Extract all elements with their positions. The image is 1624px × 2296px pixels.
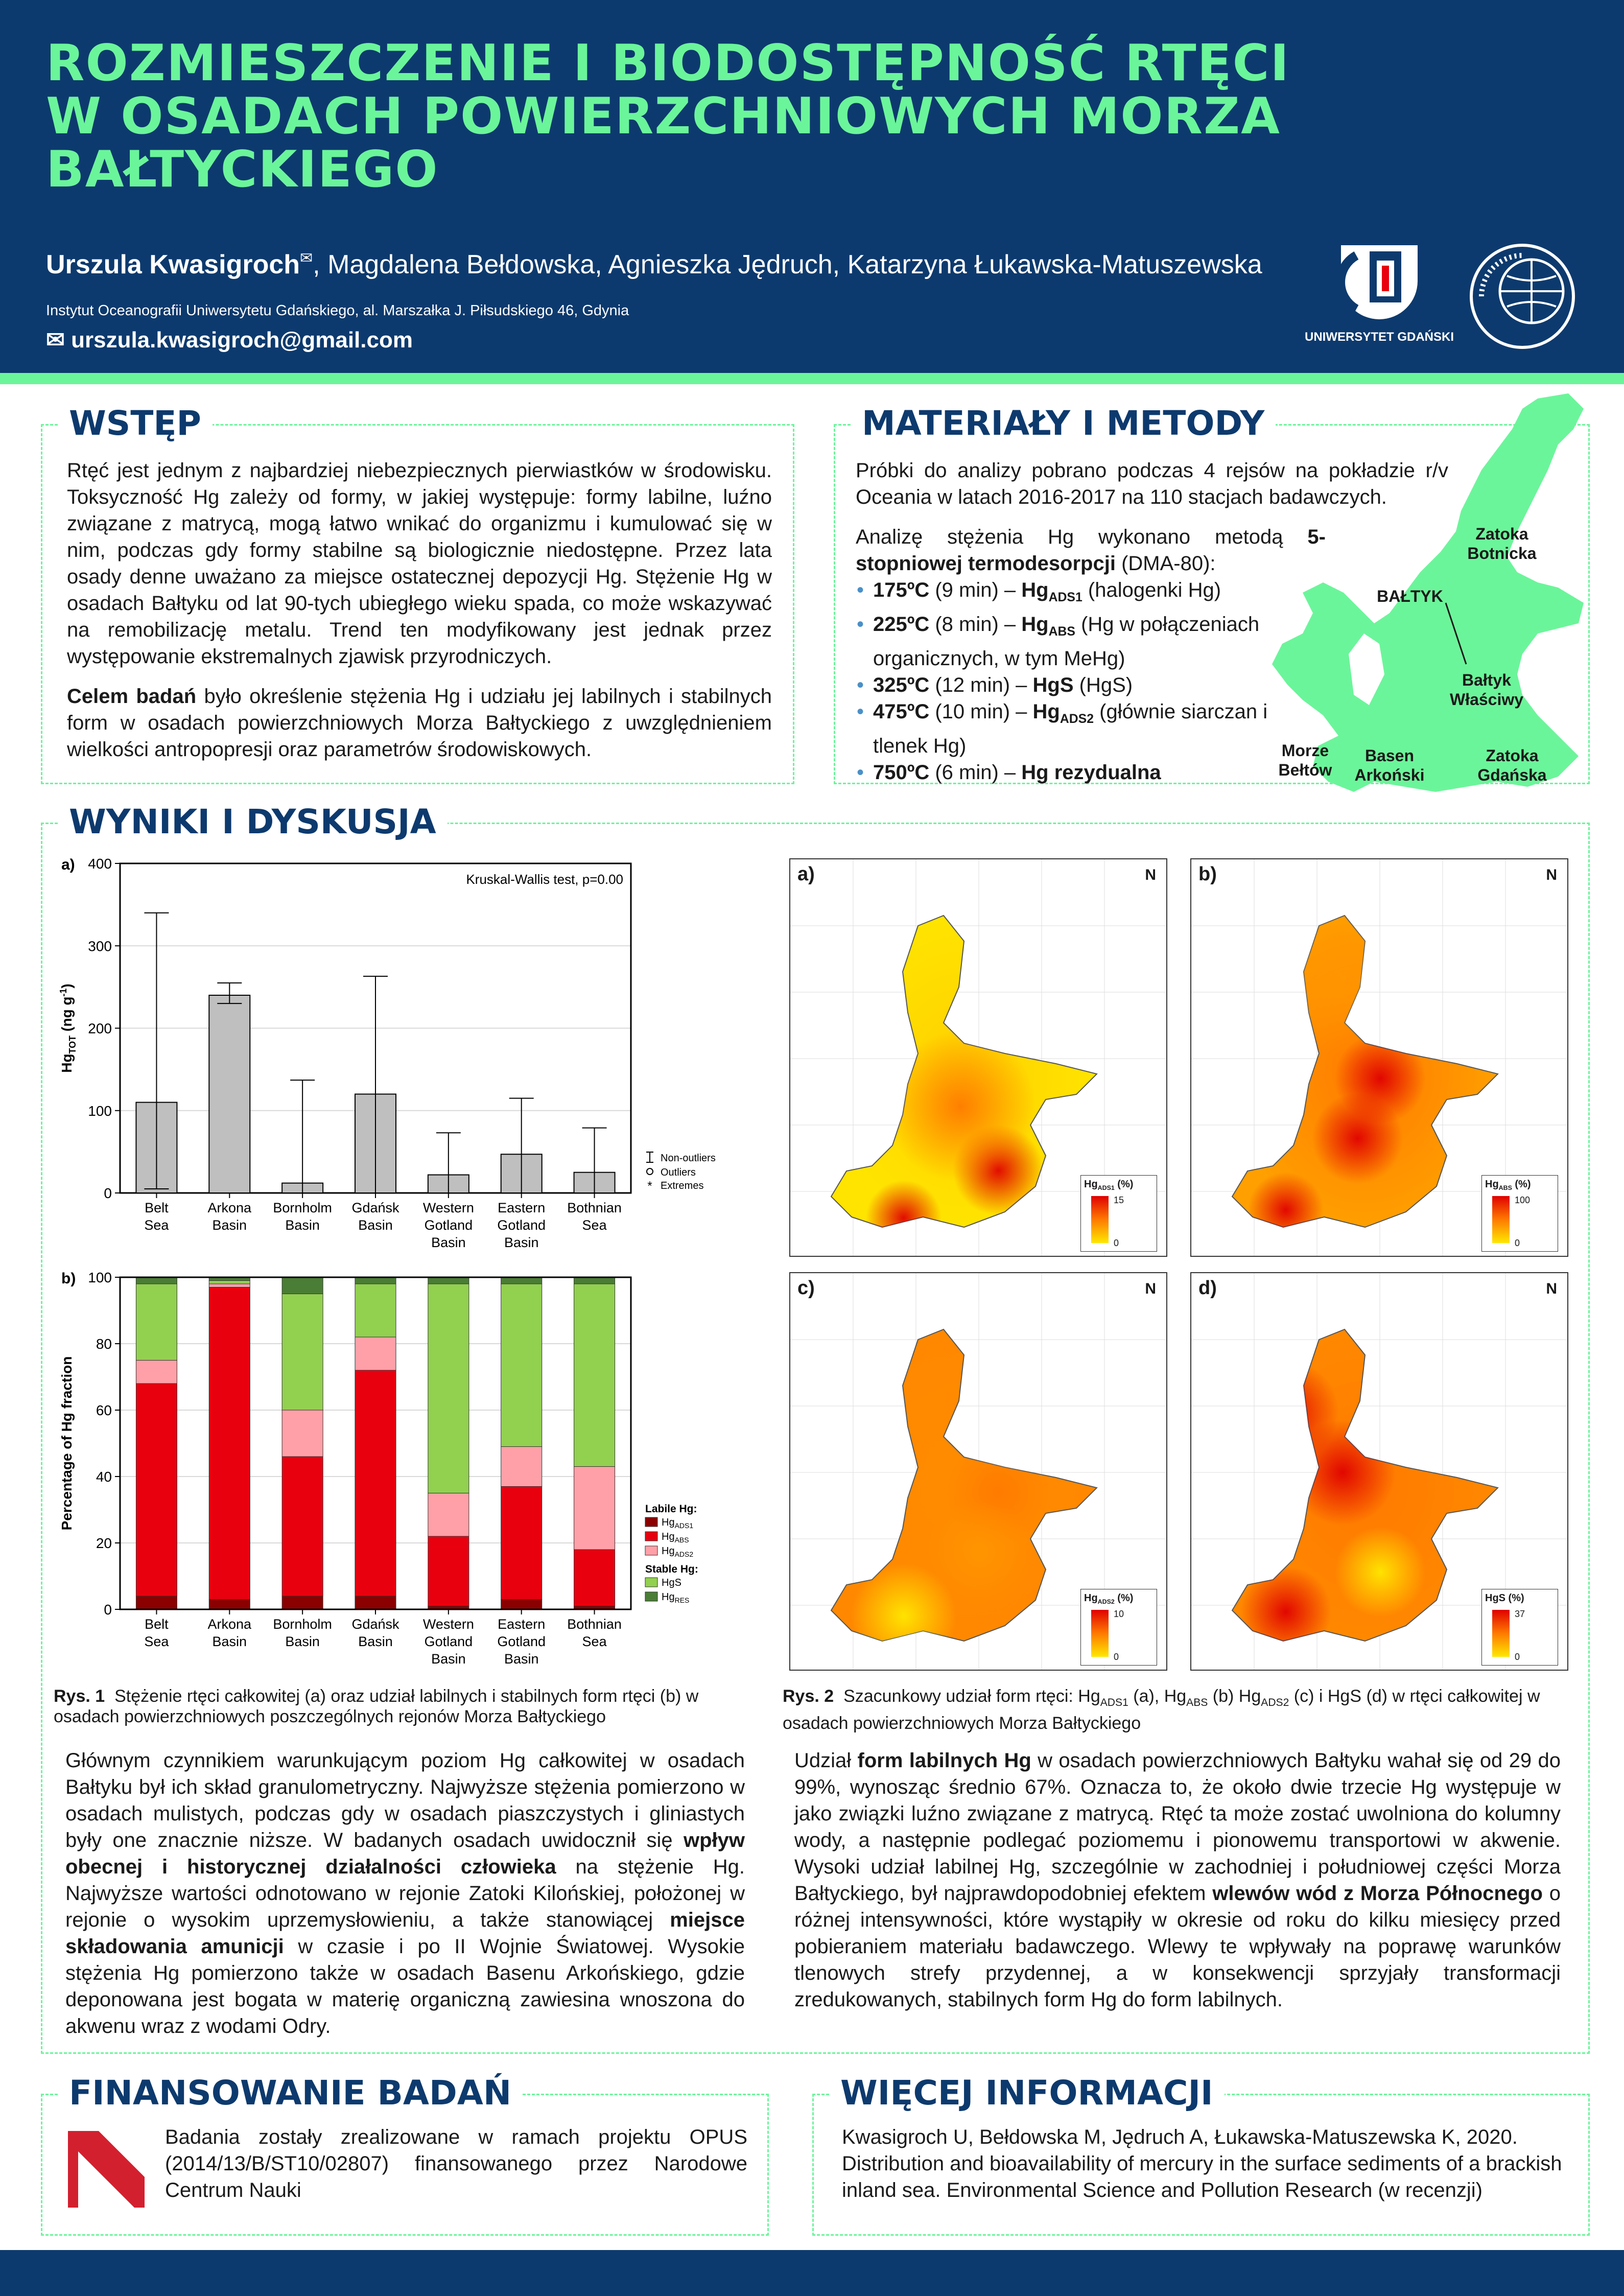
x-tick-label: Bornholm Basin bbox=[273, 1616, 332, 1649]
step-time: (12 min) – bbox=[929, 674, 1033, 696]
step-time: (8 min) – bbox=[929, 613, 1022, 636]
institute-logo bbox=[1466, 240, 1579, 353]
y-tick-label: 0 bbox=[104, 1602, 112, 1618]
stacked-segment-ads1 bbox=[501, 1600, 542, 1610]
map-label-bothnian-bay: Zatoka Botnicka bbox=[1467, 525, 1537, 563]
map-legend-colorbar bbox=[1091, 1610, 1109, 1657]
y-tick-label: 0 bbox=[104, 1185, 112, 1201]
figure-1-label: Rys. 1 bbox=[54, 1686, 105, 1706]
figure-2-caption bbox=[783, 1686, 1569, 1733]
step-temp: 325ºC bbox=[873, 674, 930, 696]
methods-intro: Próbki do analizy pobrano podczas 4 rejsów na pokładzie r/v Oceania w latach 2016-2017 na 110 stacjach badawczych. bbox=[856, 459, 1448, 508]
map-label-baltic: BAŁTYK bbox=[1377, 587, 1443, 605]
stacked-segment-hgs bbox=[209, 1281, 250, 1284]
stacked-segment-abs bbox=[501, 1487, 542, 1600]
stacked-segment-ads2 bbox=[209, 1284, 250, 1287]
stacked-segment-res bbox=[574, 1277, 615, 1284]
map-panel-b bbox=[1190, 858, 1568, 1257]
panel-label-a: a) bbox=[61, 856, 75, 873]
stacked-segment-hgs bbox=[355, 1284, 396, 1337]
map-panel-letter: c) bbox=[797, 1277, 815, 1299]
step-time: (6 min) – bbox=[929, 761, 1022, 784]
stacked-segment-ads2 bbox=[282, 1410, 323, 1457]
poster-title bbox=[46, 34, 1374, 199]
envelope-icon: ✉ bbox=[46, 327, 72, 353]
stacked-segment-ads1 bbox=[355, 1596, 396, 1609]
method-bold: 5-stopniowej termodesorpcji bbox=[856, 526, 1326, 575]
stacked-segment-res bbox=[501, 1277, 542, 1284]
x-tick-label: Gdańsk Basin bbox=[351, 1200, 399, 1233]
funding-panel bbox=[41, 2073, 769, 2236]
figure-2-label: Rys. 2 bbox=[783, 1686, 834, 1706]
step-form: Hg bbox=[1032, 700, 1060, 723]
map-panel-c bbox=[789, 1272, 1167, 1671]
legend-group-title: Labile Hg: bbox=[645, 1503, 697, 1515]
email[interactable] bbox=[46, 327, 413, 353]
mail-icon: ✉ bbox=[300, 250, 313, 267]
map-legend-max: 10 bbox=[1114, 1609, 1124, 1619]
map-legend bbox=[1481, 1175, 1558, 1252]
map-legend bbox=[1080, 1175, 1157, 1252]
stacked-segment-ads2 bbox=[428, 1493, 469, 1537]
x-tick-label: Bornholm Basin bbox=[273, 1200, 332, 1233]
title-line-1: ROZMIESZCZENIE I BIODOSTĘPNOŚĆ RTĘCI bbox=[46, 34, 1290, 92]
map-label-gdansk-bay: Zatoka Gdańska bbox=[1477, 746, 1547, 784]
step-temp: 225ºC bbox=[873, 613, 930, 636]
y-tick-label: 100 bbox=[88, 1270, 112, 1285]
north-arrow-icon: N bbox=[1145, 1280, 1156, 1297]
more-info-title: WIĘCEJ INFORMACJI bbox=[829, 2073, 1225, 2114]
map-legend-title: $Hg_{ADS2}$ (%) bbox=[1084, 1592, 1134, 1605]
disc-right-text-2: w osadach powierzchniowych Bałtyku wahał się od 29 do 99%, wynosząc średnio 67%. Oznacza to, że około dwie trzecie Hg występuje w jako związki luźno związane z matrycą. Rtęć ta może zostać uwolniona do kolumny wody, a następnie podlegać poziomemu i pionowemu transportowi w akwenie. Wysoki udział labilnej Hg, szczególnie w zachodniej i południowej części Morza Bałtyckiego, był najprawdopodobniej efektem bbox=[794, 1749, 1561, 1905]
stacked-segment-ads2 bbox=[501, 1447, 542, 1487]
x-tick-label: Western Gotland Basin bbox=[422, 1200, 474, 1250]
step-form: HgS bbox=[1032, 674, 1074, 696]
stacked-segment-ads1 bbox=[136, 1596, 177, 1609]
discussion-right bbox=[794, 1747, 1561, 2013]
legend-label: $Hg_{RES}$ bbox=[662, 1591, 690, 1604]
x-tick-label: Western Gotland Basin bbox=[422, 1616, 474, 1667]
map-legend-min: 0 bbox=[1114, 1652, 1119, 1662]
methods-title: MATERIAŁY I METODY bbox=[851, 403, 1276, 444]
intro-text bbox=[67, 457, 772, 776]
map-label-belt-sea: Morze Bełtów bbox=[1278, 741, 1332, 779]
funding-text: Badania zostały zrealizowane w ramach projektu OPUS (2014/13/B/ST10/02807) finansowanego przez Narodowe Centrum Nauki bbox=[165, 2126, 747, 2201]
x-tick-label: Eastern Gotland Basin bbox=[497, 1616, 546, 1667]
stacked-segment-res bbox=[428, 1277, 469, 1284]
results-title: WYNIKI I DYSKUSJA bbox=[58, 802, 448, 842]
step-form: Hg bbox=[1021, 579, 1049, 601]
map-panel-letter: b) bbox=[1198, 863, 1217, 885]
legend-label: Non-outliers bbox=[661, 1153, 716, 1164]
map-legend-max: 15 bbox=[1114, 1195, 1124, 1205]
figure-2-text-2: (a), Hg bbox=[1128, 1686, 1187, 1706]
funding-title: FINANSOWANIE BADAŃ bbox=[58, 2073, 523, 2114]
map-label-baltic-proper: Bałtyk Właściwy bbox=[1449, 671, 1524, 709]
intro-paragraph-1: Rtęć jest jednym z najbardziej niebezpiecznych pierwiastków w środowisku. Toksyczność Hg zależy od formy, w jakiej występuje: formy labilne, luźno związane z matrycą, mogą łatwo wnikać do organizmu i kumulować się w nim, podczas gdy formy stabilne są biologicznie niedostępne. Przez lata osady denne uważano za miejsce ostatecznej depozycji Hg. Stężenie Hg w osadach Bałtyku od lat 90-tych ubiegłego wieku spada, co może wskazywać na remobilizację metalu. Trend ten modyfikowany jest jednak przez występowanie ekstremalnych zjawisk przyrodniczych. bbox=[67, 459, 772, 668]
other-authors: , Magdalena Bełdowska, Agnieszka Jędruch, Katarzyna Łukawska-Matuszewska bbox=[313, 250, 1262, 279]
aim-text: było określenie stężenia Hg i udziału jej labilnych i stabilnych form w osadach powierzchniowych Morza Bałtyckiego z uwzględnieniem wielkości antropopresji oraz parametrów środowiskowych. bbox=[67, 685, 772, 761]
map-legend-min: 0 bbox=[1515, 1652, 1520, 1662]
y-tick-label: 200 bbox=[88, 1020, 112, 1037]
map-legend-colorbar bbox=[1492, 1196, 1510, 1243]
header-stripe bbox=[0, 373, 1624, 384]
stacked-segment-abs bbox=[355, 1370, 396, 1596]
method-pre: Analizę stężenia Hg wykonano metodą bbox=[856, 526, 1308, 548]
north-arrow-icon: N bbox=[1546, 1280, 1557, 1297]
step-temp: 750ºC bbox=[873, 761, 930, 784]
legend-group-title: Stable Hg: bbox=[645, 1563, 698, 1575]
north-arrow-icon: N bbox=[1145, 866, 1156, 883]
method-post: (DMA-80): bbox=[1115, 552, 1216, 575]
step-form-sub: ADS2 bbox=[1060, 712, 1094, 726]
stacked-segment-ads1 bbox=[282, 1596, 323, 1609]
step-time: (10 min) – bbox=[929, 700, 1033, 723]
y-tick-label: 40 bbox=[96, 1469, 112, 1485]
north-arrow-icon: N bbox=[1546, 866, 1557, 883]
map-legend bbox=[1080, 1589, 1157, 1666]
ncn-logo bbox=[68, 2131, 145, 2208]
map-legend-max: 100 bbox=[1515, 1195, 1531, 1205]
disc-left-text-1: Głównym czynnikiem warunkującym poziom Hg całkowitej w osadach Bałtyku był ich skład granulometryczny. Najwyższe stężenia pomierzono w osadach mulistych, podczas gdy w osadach piaszczystych i gliniastych były one znacznie niższe. W badanych osadach uwidocznił się bbox=[65, 1749, 745, 1852]
discussion-left bbox=[65, 1747, 745, 2040]
legend-label: $Hg_{ADS1}$ bbox=[662, 1517, 694, 1530]
x-tick-label: Arkona Basin bbox=[207, 1616, 252, 1649]
authors bbox=[46, 249, 1262, 280]
x-tick-label: Bothnian Sea bbox=[567, 1616, 622, 1649]
y-tick-label: 300 bbox=[88, 938, 112, 954]
concentration-hotspot bbox=[1248, 1172, 1324, 1248]
figure-2-sub-3: ADS2 bbox=[1261, 1696, 1289, 1708]
step-desc: (HgS) bbox=[1073, 674, 1133, 696]
map-legend-title: $Hg_{ADS1}$ (%) bbox=[1084, 1179, 1134, 1191]
figure-1-text: Stężenie rtęci całkowitej (a) oraz udział labilnych i stabilnych form rtęci (b) w osadach powierzchniowych poszczególnych rejonów Morza Bałtyckiego bbox=[54, 1686, 699, 1726]
stacked-segment-hgs bbox=[428, 1284, 469, 1493]
institute: Instytut Oceanografii Uniwersytetu Gdańskiego, al. Marszałka J. Piłsudskiego 46, Gdynia bbox=[46, 302, 629, 319]
y-axis-label: Percentage of Hg fraction bbox=[59, 1356, 75, 1531]
map-legend-max: 37 bbox=[1515, 1609, 1525, 1619]
figure-1-caption bbox=[54, 1686, 743, 1727]
aim-label: Celem badań bbox=[67, 685, 197, 708]
legend-swatch bbox=[645, 1578, 657, 1587]
step-form: Hg bbox=[1021, 613, 1049, 636]
step-temp: 475ºC bbox=[873, 700, 930, 723]
legend-whisker-symbol bbox=[646, 1152, 653, 1162]
x-tick-label: Belt Sea bbox=[144, 1200, 169, 1233]
legend-label: Outliers bbox=[661, 1167, 696, 1178]
figure-2-text-3: (b) Hg bbox=[1208, 1686, 1261, 1706]
concentration-hotspot bbox=[885, 1031, 1036, 1182]
legend-swatch bbox=[645, 1517, 657, 1527]
disc-right-text-1: Udział bbox=[794, 1749, 858, 1772]
x-tick-label: Belt Sea bbox=[144, 1616, 169, 1649]
figure-2-sub-2: ABS bbox=[1186, 1696, 1208, 1708]
step-time: (9 min) – bbox=[929, 579, 1022, 601]
map-panel-d bbox=[1190, 1272, 1568, 1671]
legend-swatch bbox=[645, 1532, 657, 1541]
stacked-segment-hgs bbox=[136, 1284, 177, 1361]
y-tick-label: 400 bbox=[88, 856, 112, 872]
step-form-sub: ADS1 bbox=[1048, 591, 1082, 604]
map-legend-min: 0 bbox=[1515, 1238, 1520, 1248]
chart-total-hg bbox=[51, 848, 756, 1262]
legend-label: Extremes bbox=[661, 1180, 704, 1191]
map-panel-a bbox=[789, 858, 1167, 1257]
concentration-hotspot bbox=[972, 1327, 1063, 1418]
disc-right-bold-2: wlewów wód z Morza Północnego bbox=[1212, 1882, 1543, 1905]
x-tick-label: Arkona Basin bbox=[207, 1200, 252, 1233]
disc-left-bold-1: wpływ obecnej i historycznej działalności człowieka bbox=[65, 1829, 745, 1878]
stacked-segment-abs bbox=[428, 1536, 469, 1606]
intro-paragraph-2 bbox=[67, 683, 772, 763]
title-line-2: W OSADACH POWIERZCHNIOWYCH MORZA bbox=[46, 87, 1281, 146]
legend-outlier-symbol bbox=[647, 1168, 653, 1175]
stacked-segment-ads2 bbox=[574, 1467, 615, 1550]
university-logo-label: UNIWERSYTET GDAŃSKI bbox=[1304, 330, 1454, 344]
concentration-hotspot bbox=[866, 1180, 942, 1256]
stacked-segment-ads2 bbox=[355, 1337, 396, 1370]
x-tick-label: Eastern Gotland Basin bbox=[497, 1200, 546, 1250]
step-temp: 175ºC bbox=[873, 579, 930, 601]
intro-panel bbox=[41, 404, 794, 784]
disc-left-text-2: na stężenie Hg. Najwyższe wartości odnotowano w rejonie Zatoki Kilońskiej, położonej w rejonie o wysokim uprzemysłowieniu, a także stanowiącej bbox=[65, 1856, 745, 1931]
legend-extreme-symbol: * bbox=[647, 1179, 652, 1193]
legend-swatch bbox=[645, 1546, 657, 1555]
map-legend bbox=[1481, 1589, 1558, 1666]
stacked-segment-hgs bbox=[282, 1294, 323, 1411]
stacked-segment-abs bbox=[282, 1457, 323, 1596]
more-info-panel bbox=[812, 2073, 1590, 2236]
intro-title: WSTĘP bbox=[58, 403, 213, 444]
legend-label: $Hg_{ABS}$ bbox=[662, 1531, 689, 1544]
step-form: Hg rezydualna bbox=[1021, 761, 1161, 784]
stacked-segment-abs bbox=[136, 1384, 177, 1596]
x-tick-label: Bothnian Sea bbox=[567, 1200, 622, 1233]
y-tick-label: 20 bbox=[96, 1535, 112, 1551]
bar bbox=[209, 995, 250, 1193]
reference-text: Kwasigroch U, Bełdowska M, Jędruch A, Łukawska-Matuszewska K, 2020. Distribution and bioavailability of mercury in the surface sediments of a brackish inland sea. Environmental Science and Pollution Research (w recenzji) bbox=[842, 2126, 1562, 2201]
stacked-segment-hgs bbox=[501, 1284, 542, 1447]
map-panel-letter: a) bbox=[797, 863, 815, 885]
map-legend-title: $Hg_{ABS}$ (%) bbox=[1485, 1179, 1531, 1191]
y-tick-label: 80 bbox=[96, 1336, 112, 1352]
y-tick-label: 100 bbox=[88, 1103, 112, 1119]
stacked-segment-abs bbox=[574, 1550, 615, 1606]
map-legend-title: HgS (%) bbox=[1485, 1592, 1524, 1604]
stacked-segment-res bbox=[136, 1277, 177, 1284]
concentration-hotspot bbox=[926, 1499, 1032, 1605]
map-legend-colorbar bbox=[1091, 1196, 1109, 1243]
concentration-hotspot bbox=[1312, 1093, 1403, 1184]
figure-2-text-4: (c) i HgS (d) w rtęci całkowitej w osadach powierzchniowych Morza Bałtyckiego bbox=[783, 1686, 1540, 1733]
step-desc: (Hg w połączeniach organicznych, w tym MeHg) bbox=[873, 613, 1260, 670]
disc-right-bold-1: form labilnych Hg bbox=[857, 1749, 1031, 1772]
disc-left-bold-2: miejsce składowania amunicji bbox=[65, 1909, 745, 1958]
map-label-arkona: Basen Arkoński bbox=[1354, 746, 1425, 784]
map-panel-letter: d) bbox=[1198, 1277, 1217, 1299]
map-legend-min: 0 bbox=[1114, 1238, 1119, 1248]
y-axis-label: $Hg_{TOT}$ (ng $g^{-1}$) bbox=[58, 983, 78, 1073]
map-legend-colorbar bbox=[1492, 1610, 1510, 1657]
stat-annotation: Kruskal-Wallis test, p=0.00 bbox=[466, 872, 623, 887]
email-address[interactable]: urszula.kwasigroch@gmail.com bbox=[71, 327, 413, 353]
stacked-segment-ads1 bbox=[209, 1600, 250, 1610]
panel-label-b: b) bbox=[61, 1270, 76, 1287]
x-tick-label: Gdańsk Basin bbox=[351, 1616, 399, 1649]
step-desc: (głównie siarczan i tlenek Hg) bbox=[873, 700, 1268, 757]
stacked-segment-hgs bbox=[574, 1284, 615, 1467]
figure-2-text-1: Szacunkowy udział form rtęci: Hg bbox=[843, 1686, 1100, 1706]
legend-label: $Hg_{ADS2}$ bbox=[662, 1545, 694, 1558]
step-form-sub: ABS bbox=[1048, 625, 1075, 639]
chart-hg-fractions bbox=[51, 1262, 756, 1676]
stacked-segment-abs bbox=[209, 1287, 250, 1600]
concentration-hotspot bbox=[964, 939, 1085, 1060]
stacked-segment-res bbox=[355, 1277, 396, 1284]
legend-label: HgS bbox=[662, 1577, 681, 1588]
title-line-3: BAŁTYCKIEGO bbox=[46, 140, 439, 199]
legend-swatch bbox=[645, 1592, 657, 1601]
figure-2-sub-1: ADS1 bbox=[1100, 1696, 1128, 1708]
lead-author: Urszula Kwasigroch bbox=[46, 250, 300, 279]
stacked-segment-ads2 bbox=[136, 1361, 177, 1384]
footer-bar bbox=[0, 2250, 1624, 2296]
stacked-segment-res bbox=[282, 1277, 323, 1294]
step-desc: (halogenki Hg) bbox=[1082, 579, 1221, 601]
disc-right-text-3: o różnej intensywności, które wystąpiły w okresie od roku do kilku miesięcy przed pobieraniem materiału badawczego. Wlewy te wpływały na poprawę warunków tlenowych strefy przydennej, a w konsekwencji sprzyjały transformacji zredukowanych, stabilnych form Hg do form labilnych. bbox=[794, 1882, 1561, 2011]
y-tick-label: 60 bbox=[96, 1402, 112, 1418]
disc-left-text-3: w czasie i po II Wojnie Światowej. Wysokie stężenia Hg pomierzono także w osadach Basenu Arkońskiego, gdzie deponowana jest bogata w materię organiczną zawiesina wnoszona do akwenu wraz z wodami Odry. bbox=[65, 1935, 745, 2037]
concentration-hotspot bbox=[1335, 1527, 1426, 1618]
